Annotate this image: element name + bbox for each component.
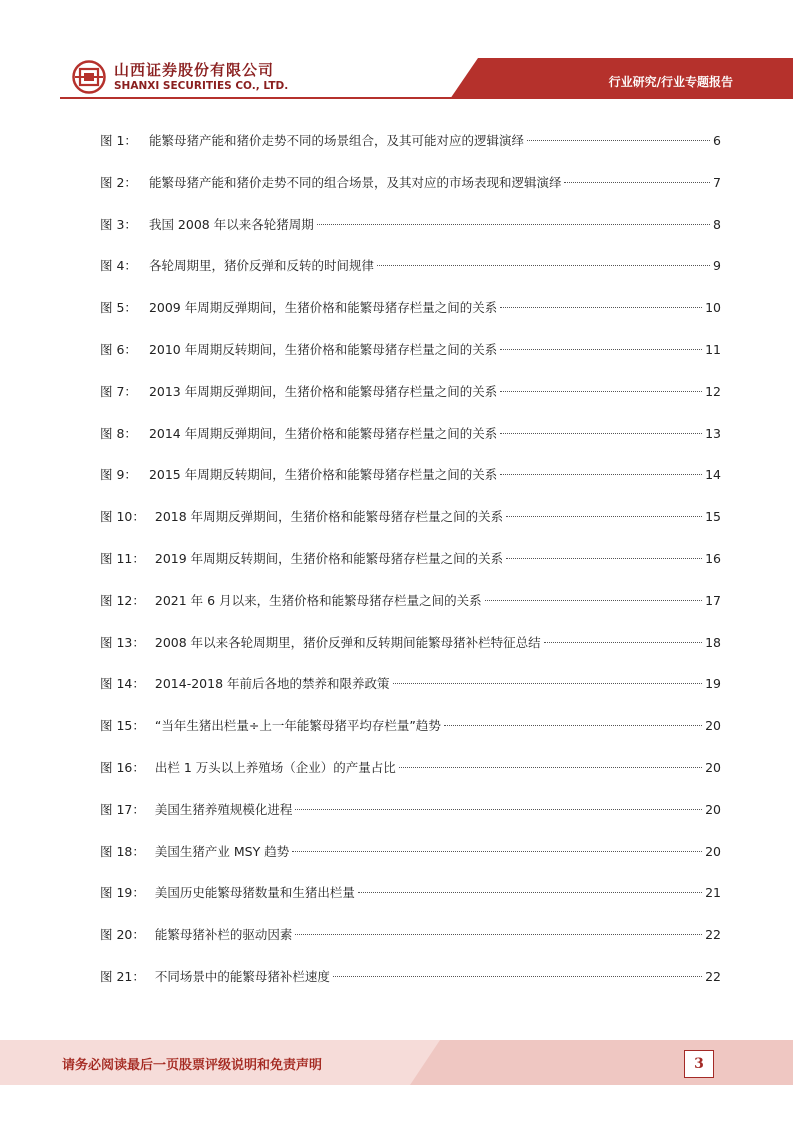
- figure-list: [100, 126, 721, 1004]
- toc-dot-leader: [333, 976, 702, 977]
- toc-entry-title: 我国 2008 年以来各轮猪周期: [148, 216, 314, 232]
- toc-entry-page: 20: [705, 801, 721, 817]
- disclaimer-text: 请务必阅读最后一页股票评级说明和免责声明: [62, 1058, 323, 1073]
- toc-entry-title: 2008 年以来各轮周期里，猪价反弹和反转期间能繁母猪补栏特征总结: [154, 634, 541, 650]
- toc-entry-title: 美国历史能繁母猪数量和生猪出栏量: [154, 885, 355, 901]
- toc-entry-label: 图 1：: [100, 133, 137, 148]
- toc-entry-page: 10: [705, 300, 721, 316]
- toc-entry[interactable]: [100, 544, 721, 586]
- toc-dot-leader: [485, 600, 703, 601]
- toc-entry-page: 11: [705, 341, 721, 357]
- toc-dot-leader: [393, 683, 703, 684]
- toc-entry[interactable]: [100, 878, 721, 920]
- toc-entry-title: 2013 年周期反弹期间，生猪价格和能繁母猪存栏量之间的关系: [148, 383, 498, 399]
- toc-entry-title: 2015 年周期反转期间，生猪价格和能繁母猪存栏量之间的关系: [148, 467, 498, 483]
- toc-dot-leader: [500, 349, 702, 350]
- toc-entry-label: 图 9：: [100, 467, 137, 483]
- toc-entry[interactable]: [100, 753, 721, 795]
- toc-entry-label: 图 19：: [100, 885, 145, 901]
- toc-entry[interactable]: [100, 628, 721, 670]
- toc-dot-leader: [295, 934, 702, 935]
- toc-entry-title: “当年生猪出栏量÷上一年能繁母猪平均存栏量”趋势: [154, 718, 441, 734]
- toc-entry-title: 能繁母猪补栏的驱动因素: [154, 927, 293, 943]
- toc-entry-title: 2014-2018 年前后各地的禁养和限养政策: [154, 676, 390, 692]
- toc-entry-label: 图 3：: [100, 216, 137, 232]
- toc-entry-page: 20: [705, 843, 721, 859]
- toc-entry-label: 图 7：: [100, 383, 137, 399]
- toc-entry-title: 2010 年周期反转期间，生猪价格和能繁母猪存栏量之间的关系: [148, 341, 498, 357]
- toc-entry[interactable]: [100, 502, 721, 544]
- toc-entry-label: 图 14：: [100, 676, 145, 692]
- toc-entry-label: 图 18：: [100, 843, 145, 859]
- toc-dot-leader: [292, 851, 702, 852]
- toc-entry-label: 图 10：: [100, 509, 145, 525]
- toc-entry-page: 21: [705, 885, 721, 901]
- toc-entry-label: 图 12：: [100, 592, 145, 608]
- toc-entry[interactable]: [100, 419, 721, 461]
- toc-entry-title: 不同场景中的能繁母猪补栏速度: [154, 968, 330, 984]
- toc-entry[interactable]: [100, 669, 721, 711]
- report-type-label: 行业研究/行业专题报告: [608, 75, 733, 89]
- toc-entry-page: 20: [705, 718, 721, 734]
- header-band: [0, 0, 793, 110]
- page-header: [0, 0, 793, 110]
- toc-entry[interactable]: [100, 126, 721, 168]
- toc-entry-label: 图 16：: [100, 759, 145, 775]
- toc-entry-page: 16: [705, 550, 721, 566]
- toc-entry[interactable]: [100, 460, 721, 502]
- toc-entry-label: 图 15：: [100, 718, 145, 734]
- toc-entry[interactable]: [100, 210, 721, 252]
- toc-entry-title: 能繁母猪产能和猪价走势不同的组合场景，及其对应的市场表现和逻辑演绎: [148, 174, 562, 190]
- page-footer: [0, 1040, 793, 1085]
- company-name-en: SHANXI SECURITIES CO., LTD.: [114, 80, 289, 92]
- toc-entry-title: 2021 年 6 月以来，生猪价格和能繁母猪存栏量之间的关系: [154, 592, 482, 608]
- toc-dot-leader: [399, 767, 702, 768]
- toc-dot-leader: [506, 516, 702, 517]
- toc-entry-label: 图 5：: [100, 300, 137, 316]
- toc-dot-leader: [500, 433, 702, 434]
- toc-entry[interactable]: [100, 293, 721, 335]
- toc-entry-page: 19: [705, 676, 721, 692]
- company-logo-icon: [72, 60, 106, 94]
- toc-dot-leader: [500, 474, 702, 475]
- toc-dot-leader: [544, 642, 702, 643]
- toc-dot-leader: [444, 725, 702, 726]
- page-number: 3: [684, 1050, 714, 1078]
- toc-entry-label: 图 20：: [100, 927, 145, 943]
- toc-entry-label: 图 2：: [100, 174, 137, 190]
- toc-entry-page: 22: [705, 927, 721, 943]
- toc-entry-page: 22: [705, 968, 721, 984]
- toc-entry-label: 图 11：: [100, 550, 145, 566]
- toc-dot-leader: [358, 892, 702, 893]
- toc-entry-title: 美国生猪养殖规模化进程: [154, 801, 293, 817]
- toc-dot-leader: [377, 265, 710, 266]
- toc-entry[interactable]: [100, 377, 721, 419]
- toc-dot-leader: [527, 140, 710, 141]
- toc-entry-label: 图 6：: [100, 341, 137, 357]
- toc-entry-title: 2014 年周期反弹期间，生猪价格和能繁母猪存栏量之间的关系: [148, 425, 498, 441]
- toc-entry-title: 美国生猪产业 MSY 趋势: [154, 843, 290, 859]
- toc-entry-page: 8: [713, 216, 721, 232]
- toc-entry[interactable]: [100, 711, 721, 753]
- toc-entry-title: 出栏 1 万头以上养殖场（企业）的产量占比: [154, 759, 396, 775]
- toc-dot-leader: [295, 809, 702, 810]
- toc-entry-page: 13: [705, 425, 721, 441]
- toc-entry-page: 20: [705, 759, 721, 775]
- toc-entry-page: 6: [713, 133, 721, 148]
- toc-entry[interactable]: [100, 168, 721, 210]
- toc-dot-leader: [500, 391, 702, 392]
- toc-entry-title: 能繁母猪产能和猪价走势不同的场景组合，及其可能对应的逻辑演绎: [148, 133, 524, 148]
- toc-entry-label: 图 21：: [100, 968, 145, 984]
- toc-entry-title: 2009 年周期反弹期间，生猪价格和能繁母猪存栏量之间的关系: [148, 300, 498, 316]
- toc-entry-label: 图 4：: [100, 258, 137, 274]
- toc-dot-leader: [317, 224, 710, 225]
- toc-entry-page: 9: [713, 258, 721, 274]
- toc-entry[interactable]: [100, 251, 721, 293]
- toc-entry-page: 15: [705, 509, 721, 525]
- toc-entry-page: 14: [705, 467, 721, 483]
- toc-entry-page: 7: [713, 174, 721, 190]
- toc-entry[interactable]: [100, 586, 721, 628]
- toc-dot-leader: [564, 182, 710, 183]
- company-name-cn: 山西证券股份有限公司: [114, 61, 275, 79]
- toc-entry[interactable]: [100, 962, 721, 1004]
- toc-entry-page: 17: [705, 592, 721, 608]
- toc-entry-title: 2019 年周期反转期间，生猪价格和能繁母猪存栏量之间的关系: [154, 550, 504, 566]
- toc-dot-leader: [500, 307, 702, 308]
- toc-entry-label: 图 8：: [100, 425, 137, 441]
- toc-entry-page: 12: [705, 383, 721, 399]
- toc-entry-label: 图 17：: [100, 801, 145, 817]
- toc-entry[interactable]: [100, 795, 721, 837]
- toc-entry[interactable]: [100, 837, 721, 879]
- toc-entry-label: 图 13：: [100, 634, 145, 650]
- toc-dot-leader: [506, 558, 702, 559]
- toc-entry[interactable]: [100, 335, 721, 377]
- toc-entry-title: 各轮周期里，猪价反弹和反转的时间规律: [148, 258, 374, 274]
- toc-entry[interactable]: [100, 920, 721, 962]
- toc-entry-page: 18: [705, 634, 721, 650]
- toc-entry-title: 2018 年周期反弹期间，生猪价格和能繁母猪存栏量之间的关系: [154, 509, 504, 525]
